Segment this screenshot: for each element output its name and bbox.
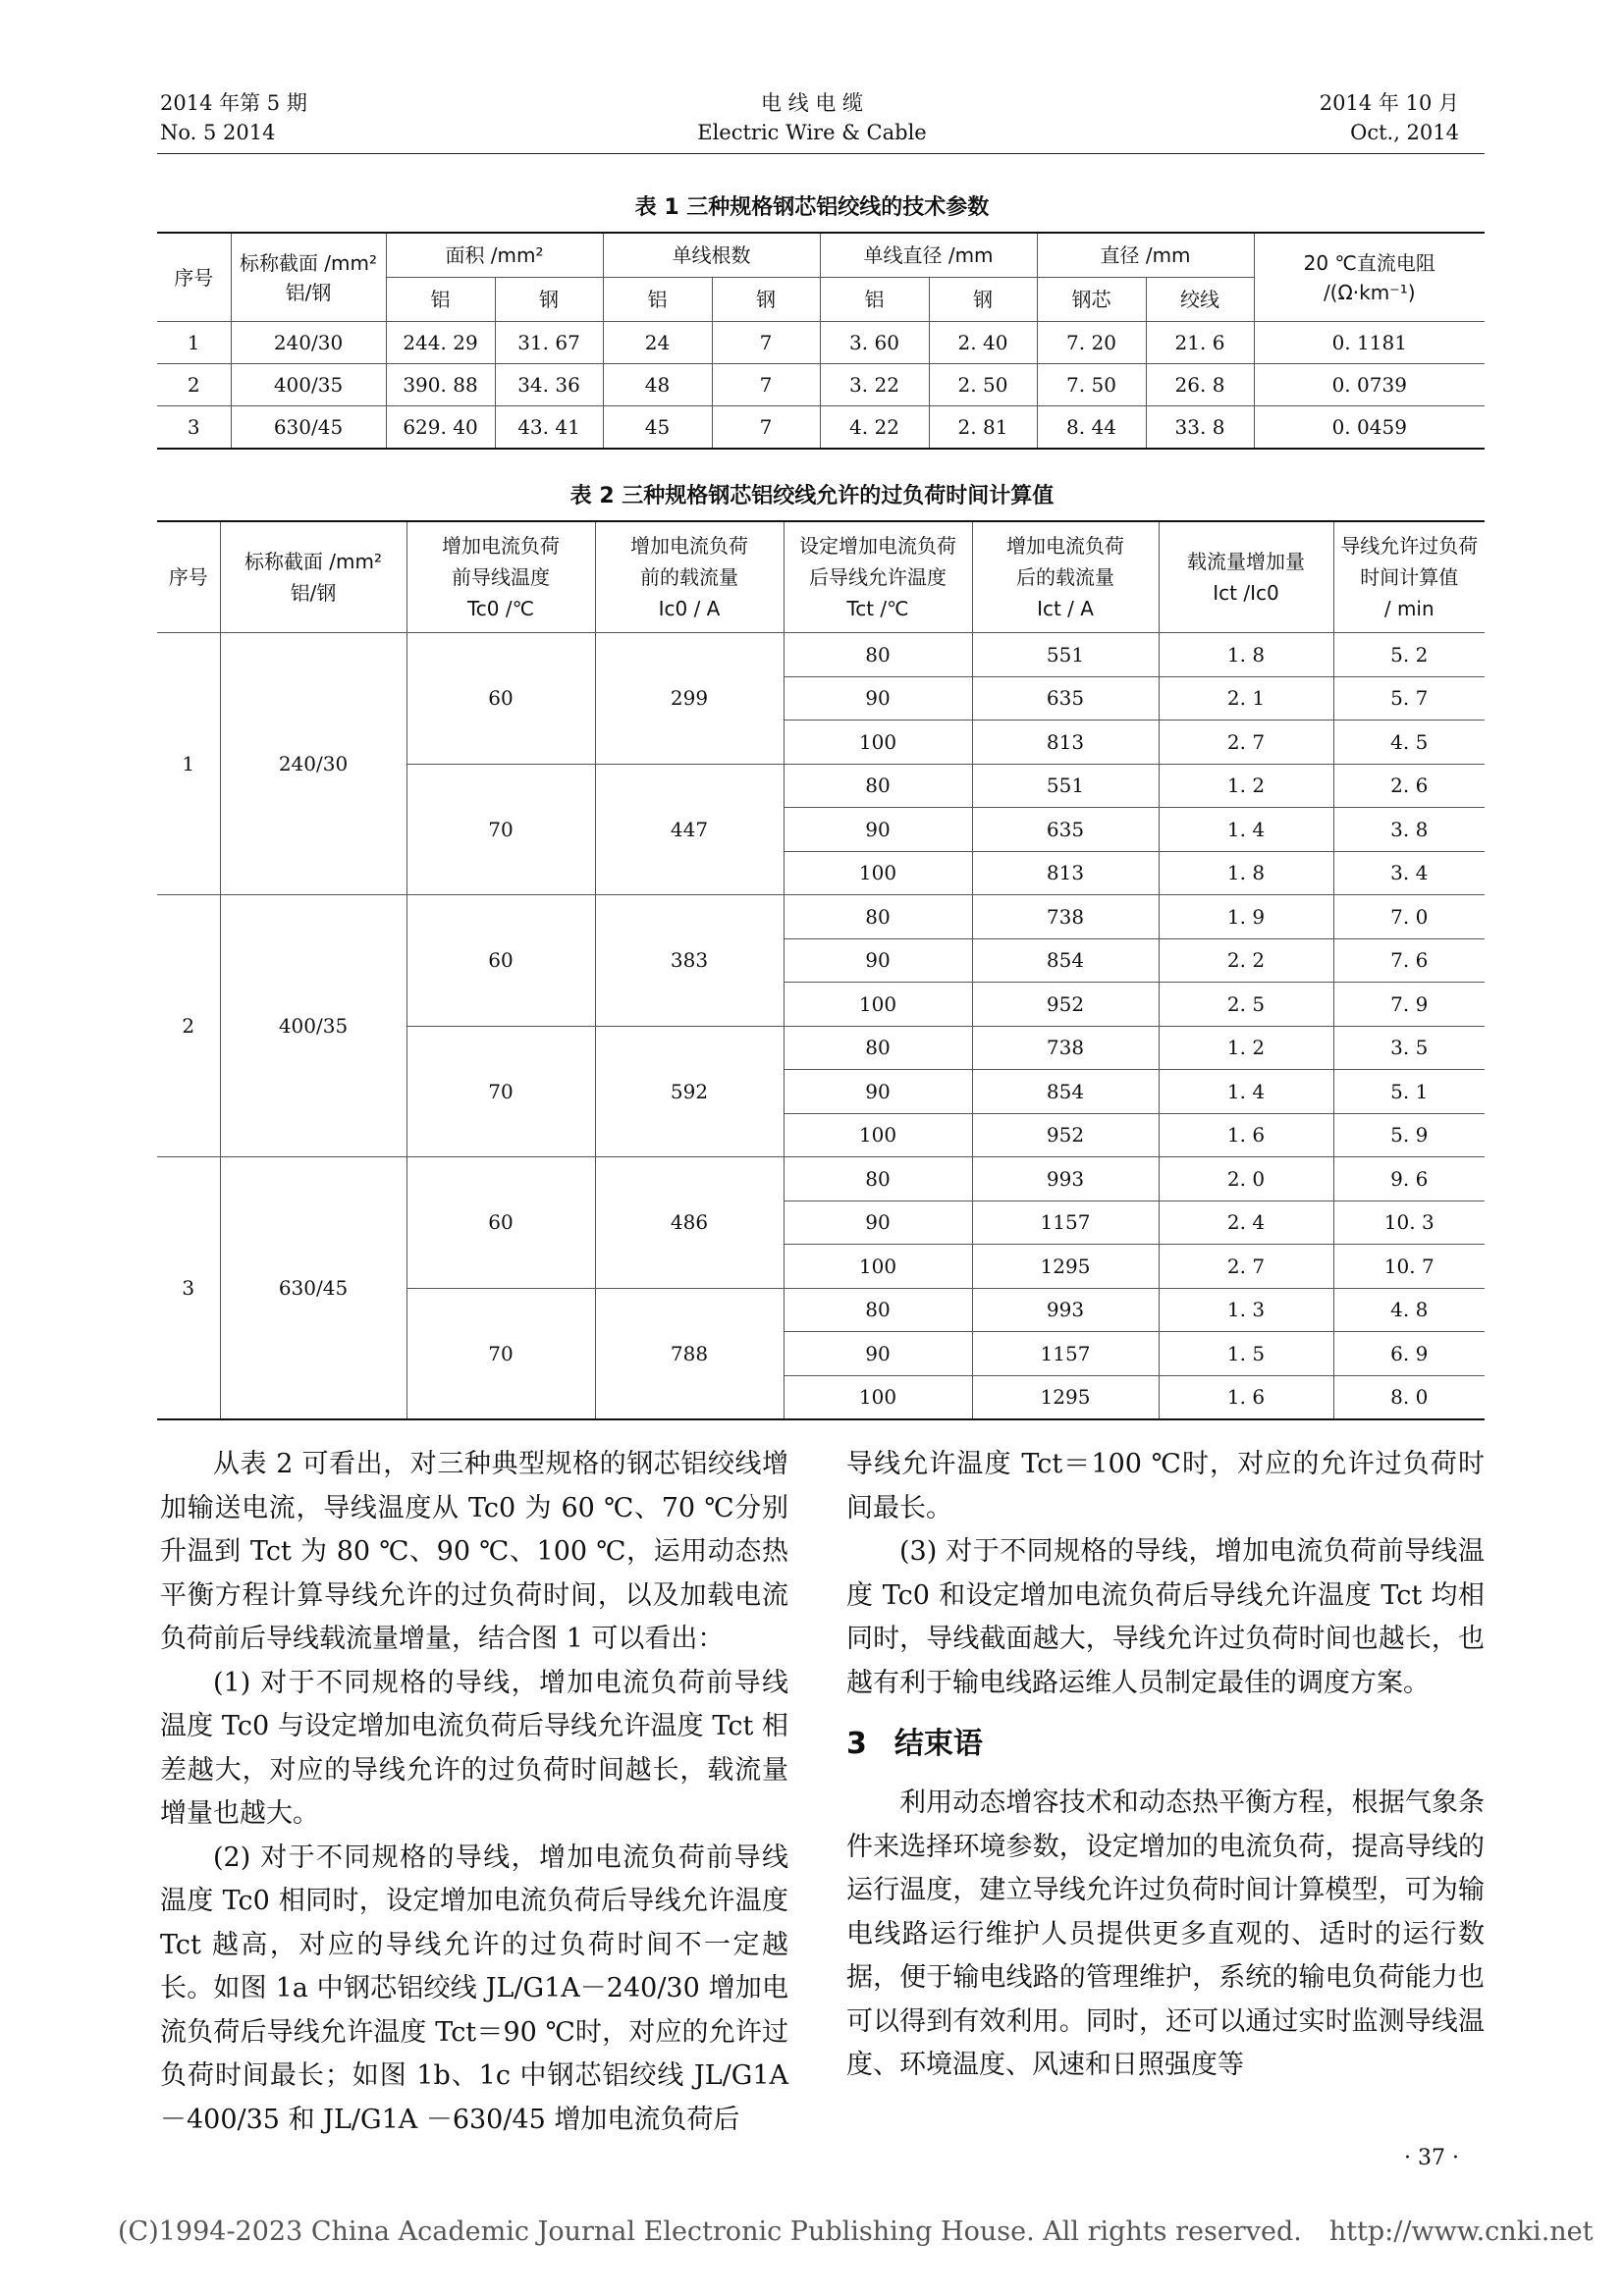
- t1-cell-seq: 1: [157, 322, 231, 364]
- t2-cell-ratio: 1. 4: [1159, 1070, 1333, 1114]
- t2-cell-ict: 551: [972, 633, 1159, 677]
- t2-cell-ratio: 2. 0: [1159, 1157, 1333, 1201]
- date-cn: 2014 年 10 月: [1319, 91, 1459, 115]
- t2-cell-tct: 80: [784, 895, 972, 939]
- t2-cell-spec: 400/35: [220, 895, 406, 1157]
- t1-header-dia: 直径 /mm: [1037, 233, 1254, 278]
- t1-header-nominal: [231, 233, 386, 322]
- t2-cell-seq: 2: [157, 895, 220, 1157]
- t2-cell-tct: 100: [784, 983, 972, 1027]
- t2-cell-ict: 551: [972, 764, 1159, 808]
- t1-cell-wdia-al: 3. 22: [820, 364, 929, 406]
- table2-caption: 表 2 三种规格钢芯铝绞线允许的过负荷时间计算值: [569, 484, 1055, 508]
- t2-cell-ratio: 1. 6: [1159, 1375, 1333, 1419]
- table-row: [157, 406, 1485, 450]
- t1-cell-area-steel: 43. 41: [495, 406, 603, 450]
- t2-cell-tct: 80: [784, 1026, 972, 1070]
- t1-header-strands: 单线根数: [603, 233, 820, 278]
- t2-cell-ict: 854: [972, 938, 1159, 983]
- t2-cell-tct: 100: [784, 721, 972, 765]
- t1-header-resist: [1254, 233, 1485, 322]
- t2-cell-ratio: 1. 9: [1159, 895, 1333, 939]
- t1-sub-strands-al: 铝: [603, 278, 712, 322]
- t2-cell-minutes: 3. 4: [1333, 851, 1485, 895]
- t2-cell-spec: 240/30: [220, 633, 406, 895]
- t2-header-line: 载流量增加量: [1187, 550, 1305, 573]
- t2-cell-ratio: 2. 1: [1159, 676, 1333, 721]
- t1-sub-wdia-al: 铝: [820, 278, 929, 322]
- t2-cell-tct: 80: [784, 1288, 972, 1332]
- t2-header-line: Ic0 / A: [658, 597, 721, 620]
- body-right-column: [846, 1443, 1485, 2088]
- t1-cell-strands-steel: 7: [712, 364, 820, 406]
- t1-cell-resistance: 0. 0459: [1254, 406, 1485, 450]
- table-row: [157, 322, 1485, 364]
- t2-cell-minutes: 3. 5: [1333, 1026, 1485, 1070]
- table-row: [157, 364, 1485, 406]
- t2-cell-minutes: 4. 8: [1333, 1288, 1485, 1332]
- t2-header-line: 前导线温度: [452, 565, 550, 589]
- t2-cell-minutes: 2. 6: [1333, 764, 1485, 808]
- t2-header-cell: [972, 521, 1159, 633]
- t2-cell-minutes: 5. 2: [1333, 633, 1485, 677]
- t1-header-seq: 序号: [157, 233, 231, 322]
- t1-cell-dia-core: 7. 20: [1037, 322, 1146, 364]
- t1-cell-strands-al: 48: [603, 364, 712, 406]
- header-rule: [157, 153, 1485, 154]
- t2-cell-ic0: 788: [595, 1288, 784, 1419]
- table2: [157, 520, 1485, 1420]
- table1-caption: 表 1 三种规格钢芯铝绞线的技术参数: [634, 195, 990, 220]
- t1-header-resist-l1: 20 ℃直流电阻: [1303, 250, 1435, 275]
- t1-cell-dia-strand: 33. 8: [1146, 406, 1254, 450]
- t1-header-wire-dia: 单线直径 /mm: [820, 233, 1037, 278]
- t1-sub-strands-steel: 钢: [712, 278, 820, 322]
- t1-cell-wdia-al: 4. 22: [820, 406, 929, 450]
- t1-cell-area-al: 390. 88: [386, 364, 495, 406]
- t2-cell-tct: 90: [784, 808, 972, 852]
- t2-cell-ict: 738: [972, 1026, 1159, 1070]
- t1-header-area: 面积 /mm²: [386, 233, 603, 278]
- t1-cell-wdia-steel: 2. 50: [929, 364, 1037, 406]
- t1-cell-dia-core: 7. 50: [1037, 364, 1146, 406]
- t1-sub-wdia-steel: 钢: [929, 278, 1037, 322]
- t2-cell-tct: 80: [784, 633, 972, 677]
- t2-cell-ratio: 2. 4: [1159, 1201, 1333, 1245]
- t2-cell-minutes: 4. 5: [1333, 721, 1485, 765]
- t2-header-line: 增加电流负荷: [630, 534, 748, 558]
- t2-cell-minutes: 9. 6: [1333, 1157, 1485, 1201]
- body-left-column: [160, 1443, 788, 2142]
- t2-header-cell: [157, 521, 220, 633]
- t2-header-line: 前的载流量: [640, 565, 738, 589]
- t2-header-cell: [1159, 521, 1333, 633]
- t1-cell-area-al: 244. 29: [386, 322, 495, 364]
- t2-cell-ratio: 1. 6: [1159, 1113, 1333, 1157]
- t1-sub-area-steel: 钢: [495, 278, 603, 322]
- t2-cell-ratio: 1. 5: [1159, 1332, 1333, 1376]
- t2-header-line: Ict / A: [1037, 597, 1094, 620]
- t2-header-line: 导线允许过负荷: [1340, 534, 1479, 558]
- t2-cell-minutes: 5. 1: [1333, 1070, 1485, 1114]
- t2-cell-ict: 1295: [972, 1375, 1159, 1419]
- t1-cell-dia-core: 8. 44: [1037, 406, 1146, 450]
- paragraph-conclusion: 利用动态增容技术和动态热平衡方程，根据气象条件来选择环境参数，设定增加的电流负荷，提高导线的运行温度，建立导线允许过负荷时间计算模型，可为输电线路运行维护人员提供更多直观的、适时的运行数据，便于输电线路的管理维护，系统的输电负荷能力也可以得到有效利用。同时，还可以通过实时监测导线温度、环境温度、风速和日照强度等: [846, 1788, 1485, 2080]
- t2-cell-tc0: 60: [406, 1157, 595, 1289]
- t2-header-cell: [784, 521, 972, 633]
- t2-cell-tc0: 60: [406, 895, 595, 1027]
- t1-cell-area-al: 629. 40: [386, 406, 495, 450]
- t1-sub-dia-core: 钢芯: [1037, 278, 1146, 322]
- t2-cell-minutes: 7. 0: [1333, 895, 1485, 939]
- t2-header-line: 铝/钢: [290, 581, 337, 605]
- t1-cell-seq: 2: [157, 364, 231, 406]
- t2-cell-tct: 80: [784, 764, 972, 808]
- t2-cell-ict: 993: [972, 1157, 1159, 1201]
- t2-header-line: 后的载流量: [1016, 565, 1114, 589]
- t2-cell-tct: 100: [784, 851, 972, 895]
- t2-cell-ratio: 1. 2: [1159, 764, 1333, 808]
- paragraph-finding-3: (3) 对于不同规格的导线，增加电流负荷前导线温度 Tc0 和设定增加电流负荷后导线允许温度 Tct 均相同时，导线截面越大，导线允许过负荷时间也越长，也越有利于输电线路运维人员制定最佳的调度方案。: [846, 1536, 1485, 1698]
- t2-cell-minutes: 5. 9: [1333, 1113, 1485, 1157]
- table1: [157, 232, 1485, 450]
- paragraph-finding-2: (2) 对于不同规格的导线，增加电流负荷前导线温度 Tc0 相同时，设定增加电流负荷后导线允许温度 Tct 越高，对应的导线允许的过负荷时间不一定越长。如图 1a 中钢芯铝绞线 JL/G1A－240/30 增加电流负荷后导线允许温度 Tct＝90 ℃时，对应的允许过负荷时间最长；如图 1b、1c 中钢芯铝绞线 JL/G1A－400/35 和 JL/G1A －630/45 增加电流负荷后: [160, 1842, 788, 2135]
- t1-sub-dia-strand: 绞线: [1146, 278, 1254, 322]
- t2-cell-tc0: 60: [406, 633, 595, 765]
- t2-cell-seq: 1: [157, 633, 220, 895]
- t2-cell-seq: 3: [157, 1157, 220, 1420]
- t1-cell-seq: 3: [157, 406, 231, 450]
- paragraph-analysis: 从表 2 可看出，对三种典型规格的钢芯铝绞线增加输送电流，导线温度从 Tc0 为 60 ℃、70 ℃分别升温到 Tct 为 80 ℃、90 ℃、100 ℃，运用动态热平衡方程计算导线允许的过负荷时间，以及加载电流负荷前后导线载流量增量，结合图 1 可以看出：: [160, 1449, 788, 1654]
- journal-date: [1320, 88, 1459, 147]
- t2-header-line: Tc0 /℃: [466, 597, 535, 620]
- t2-header-line: 标称截面 /mm²: [244, 550, 383, 573]
- t2-cell-ratio: 1. 3: [1159, 1288, 1333, 1332]
- t2-cell-minutes: 7. 9: [1333, 983, 1485, 1027]
- t2-cell-spec: 630/45: [220, 1157, 406, 1420]
- t2-cell-minutes: 6. 9: [1333, 1332, 1485, 1376]
- t2-cell-minutes: 7. 6: [1333, 938, 1485, 983]
- t2-cell-tc0: 70: [406, 1288, 595, 1419]
- date-en: Oct., 2014: [1350, 121, 1459, 144]
- t1-cell-wdia-steel: 2. 40: [929, 322, 1037, 364]
- t2-cell-ict: 813: [972, 851, 1159, 895]
- t1-cell-wdia-steel: 2. 81: [929, 406, 1037, 450]
- t2-cell-ratio: 2. 7: [1159, 721, 1333, 765]
- t2-header-line: 设定增加电流负荷: [799, 534, 956, 558]
- t1-cell-dia-strand: 26. 8: [1146, 364, 1254, 406]
- copyright-footer: [118, 2216, 1594, 2247]
- t2-cell-minutes: 5. 7: [1333, 676, 1485, 721]
- t2-cell-tct: 90: [784, 1070, 972, 1114]
- t2-cell-minutes: 3. 8: [1333, 808, 1485, 852]
- issue-cn: 2014 年第 5 期: [160, 91, 307, 115]
- t2-cell-ict: 854: [972, 1070, 1159, 1114]
- t2-header-line: 后导线允许温度: [809, 565, 947, 589]
- t2-cell-tct: 90: [784, 938, 972, 983]
- t2-header-line: / min: [1383, 597, 1435, 620]
- t2-header-line: 增加电流负荷: [1006, 534, 1124, 558]
- t2-cell-tc0: 70: [406, 764, 595, 895]
- paragraph-finding-1: (1) 对于不同规格的导线，增加电流负荷前导线温度 Tc0 与设定增加电流负荷后导线允许温度 Tct 相差越大，对应的导线允许的过负荷时间越长，载流量增量也越大。: [160, 1667, 788, 1829]
- t2-cell-tct: 90: [784, 676, 972, 721]
- t1-cell-strands-al: 24: [603, 322, 712, 364]
- section-title: 结束语: [893, 1727, 983, 1761]
- t2-header-line: Ict /Ic0: [1213, 581, 1279, 605]
- t2-cell-tct: 90: [784, 1332, 972, 1376]
- t2-cell-minutes: 8. 0: [1333, 1375, 1485, 1419]
- t2-cell-ict: 952: [972, 1113, 1159, 1157]
- table-row: [157, 895, 1485, 939]
- t2-cell-ratio: 1. 2: [1159, 1026, 1333, 1070]
- t2-header-cell: [1333, 521, 1485, 633]
- t2-cell-ict: 993: [972, 1288, 1159, 1332]
- t2-cell-tct: 90: [784, 1201, 972, 1245]
- t2-header-line: Tct /℃: [846, 597, 909, 620]
- t2-header-cell: [220, 521, 406, 633]
- t2-cell-ict: 952: [972, 983, 1159, 1027]
- t1-cell-dia-strand: 21. 6: [1146, 322, 1254, 364]
- t1-cell-area-steel: 31. 67: [495, 322, 603, 364]
- t1-cell-resistance: 0. 0739: [1254, 364, 1485, 406]
- t1-cell-resistance: 0. 1181: [1254, 322, 1485, 364]
- t2-cell-tct: 80: [784, 1157, 972, 1201]
- t2-header-row: [157, 521, 1485, 633]
- t2-cell-ict: 1295: [972, 1245, 1159, 1289]
- t2-header-cell: [406, 521, 595, 633]
- t2-cell-ratio: 1. 8: [1159, 851, 1333, 895]
- t2-cell-ict: 635: [972, 808, 1159, 852]
- t2-cell-tct: 100: [784, 1113, 972, 1157]
- t2-cell-ict: 1157: [972, 1201, 1159, 1245]
- t2-cell-ic0: 486: [595, 1157, 784, 1289]
- issue-en: No. 5 2014: [160, 121, 276, 144]
- t2-header-cell: [595, 521, 784, 633]
- t2-header-line: 时间计算值: [1360, 565, 1459, 589]
- t2-cell-ic0: 592: [595, 1026, 784, 1157]
- t1-cell-nominal: 630/45: [231, 406, 386, 450]
- t1-cell-nominal: 240/30: [231, 322, 386, 364]
- t2-cell-minutes: 10. 7: [1333, 1245, 1485, 1289]
- t1-header-nominal-l2: 铝/钢: [285, 280, 332, 304]
- table-row: [157, 633, 1485, 677]
- journal-name-en: Electric Wire & Cable: [697, 121, 927, 144]
- t2-cell-ratio: 1. 4: [1159, 808, 1333, 852]
- copyright-text: (C)1994-2023 China Academic Journal Electronic Publishing House. All rights reserved.: [118, 2216, 1302, 2247]
- t1-cell-nominal: 400/35: [231, 364, 386, 406]
- t2-cell-ic0: 383: [595, 895, 784, 1027]
- t2-cell-ict: 1157: [972, 1332, 1159, 1376]
- t2-cell-ratio: 2. 5: [1159, 983, 1333, 1027]
- t1-cell-area-steel: 34. 36: [495, 364, 603, 406]
- t1-cell-wdia-al: 3. 60: [820, 322, 929, 364]
- paragraph-finding-2-cont: 导线允许温度 Tct＝100 ℃时，对应的允许过负荷时间最长。: [846, 1449, 1485, 1523]
- t2-cell-ic0: 447: [595, 764, 784, 895]
- t2-cell-ict: 635: [972, 676, 1159, 721]
- t2-cell-tct: 100: [784, 1245, 972, 1289]
- journal-name-cn: 电 线 电 缆: [760, 91, 864, 115]
- t2-cell-ratio: 2. 2: [1159, 938, 1333, 983]
- t1-sub-area-al: 铝: [386, 278, 495, 322]
- t1-cell-strands-steel: 7: [712, 406, 820, 450]
- t1-cell-strands-al: 45: [603, 406, 712, 450]
- t2-header-line: 增加电流负荷: [442, 534, 560, 558]
- t2-cell-ict: 813: [972, 721, 1159, 765]
- section-number: 3: [846, 1727, 867, 1761]
- t2-cell-ratio: 1. 8: [1159, 633, 1333, 677]
- t2-cell-minutes: 10. 3: [1333, 1201, 1485, 1245]
- footer-url[interactable]: http://www.cnki.net: [1328, 2216, 1594, 2247]
- t2-cell-ratio: 2. 7: [1159, 1245, 1333, 1289]
- page-number: · 37 ·: [1404, 2146, 1459, 2170]
- table-row: [157, 1157, 1485, 1201]
- t2-cell-ic0: 299: [595, 633, 784, 765]
- section-heading-conclusion: [846, 1723, 1485, 1766]
- t2-cell-tc0: 70: [406, 1026, 595, 1157]
- t1-header-nominal-l1: 标称截面 /mm²: [239, 250, 378, 275]
- t1-header-resist-l2: /(Ω·km⁻¹): [1323, 280, 1416, 304]
- t2-header-line: 序号: [168, 565, 208, 589]
- t1-cell-strands-steel: 7: [712, 322, 820, 364]
- t2-cell-ict: 738: [972, 895, 1159, 939]
- t2-cell-tct: 100: [784, 1375, 972, 1419]
